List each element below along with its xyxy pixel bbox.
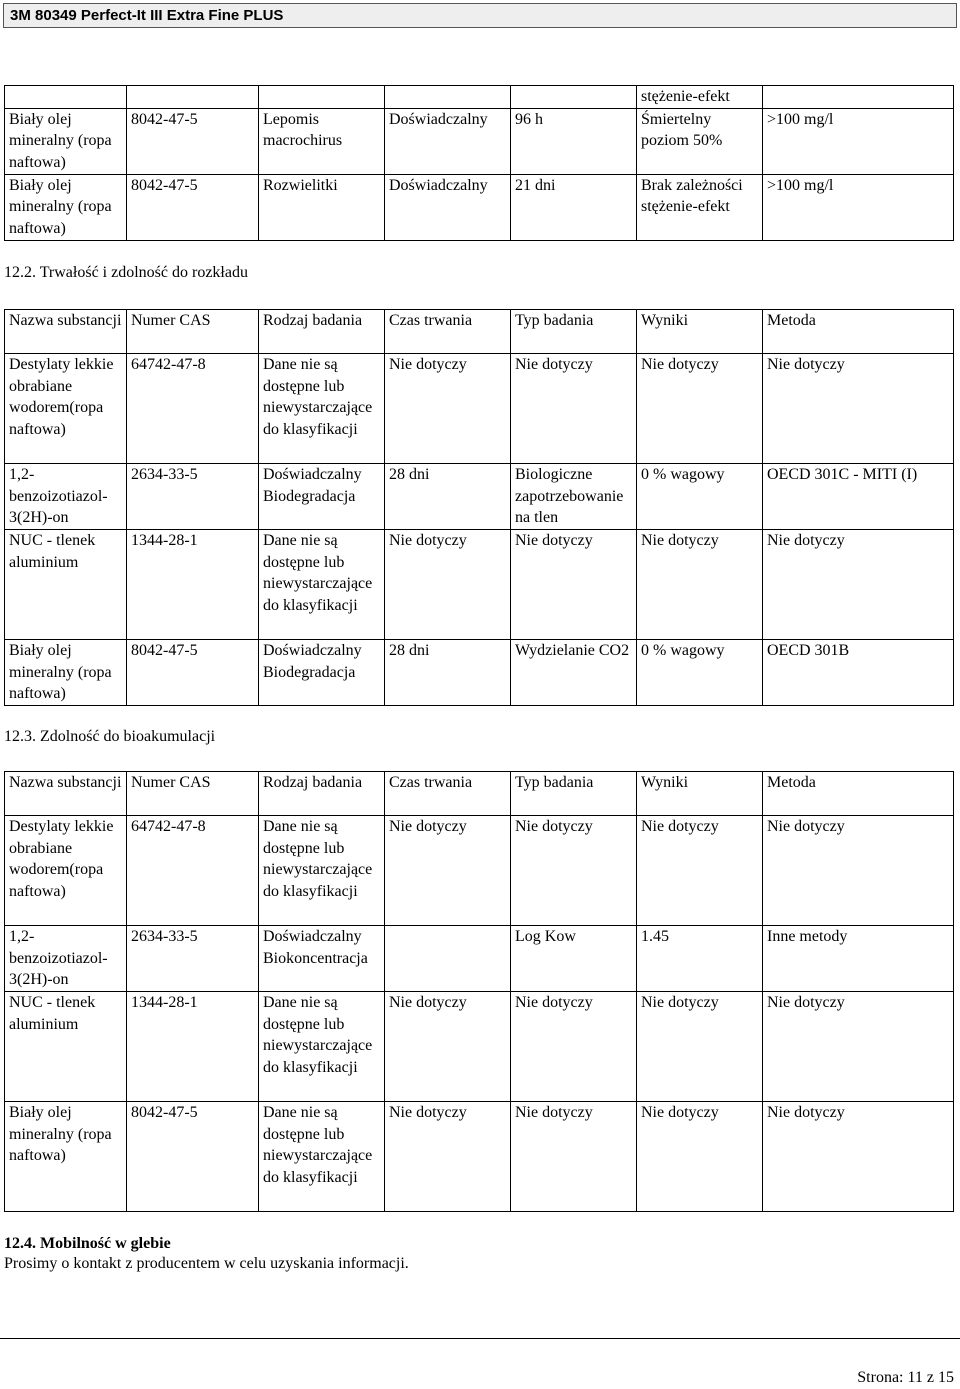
table-cell: Śmiertelny poziom 50% <box>637 108 763 174</box>
table-cell: Nie dotyczy <box>763 530 954 640</box>
table-cell: Doświadczalny <box>385 174 511 240</box>
table-cell: Doświadczalny <box>385 108 511 174</box>
column-header: Wyniki <box>637 310 763 354</box>
table-cell: 96 h <box>511 108 637 174</box>
table-cell: 28 dni <box>385 640 511 706</box>
column-header: Metoda <box>763 310 954 354</box>
table-cell <box>763 86 954 109</box>
table-cell: 8042-47-5 <box>127 640 259 706</box>
table-cell: Dane nie są dostępne lub niewystarczające do klasyfikacji <box>259 1102 385 1212</box>
column-header: Numer CAS <box>127 310 259 354</box>
table-cell: 8042-47-5 <box>127 1102 259 1212</box>
table-cell: Biały olej mineralny (ropa naftowa) <box>5 640 127 706</box>
table-row <box>5 640 954 706</box>
page-number: Strona: 11 z 15 <box>857 1369 954 1386</box>
table-cell: Dane nie są dostępne lub niewystarczające do klasyfikacji <box>259 992 385 1102</box>
column-header: Wyniki <box>637 772 763 816</box>
table-cell: Log Kow <box>511 926 637 992</box>
table-cell: Nie dotyczy <box>511 992 637 1102</box>
table-cell: Biały olej mineralny (ropa naftowa) <box>5 108 127 174</box>
table-cell: Dane nie są dostępne lub niewystarczające do klasyfikacji <box>259 354 385 464</box>
table-cell: Nie dotyczy <box>763 1102 954 1212</box>
table-cell: Nie dotyczy <box>385 816 511 926</box>
table-row <box>5 1102 954 1212</box>
column-header: Metoda <box>763 772 954 816</box>
table-cell: 64742-47-8 <box>127 816 259 926</box>
table-cell: 1344-28-1 <box>127 530 259 640</box>
table-cell: >100 mg/l <box>763 174 954 240</box>
table-cell: Inne metody <box>763 926 954 992</box>
table-cell: Dane nie są dostępne lub niewystarczające do klasyfikacji <box>259 816 385 926</box>
table-cell: stężenie-efekt <box>637 86 763 109</box>
ecotoxicity-table <box>4 85 954 241</box>
table-cell: Biologiczne zapotrzebowanie na tlen <box>511 464 637 530</box>
column-header: Typ badania <box>511 310 637 354</box>
table-cell: Nie dotyczy <box>637 530 763 640</box>
table-cell: 2634-33-5 <box>127 464 259 530</box>
table-row <box>5 354 954 464</box>
section-heading-12-4: 12.4. Mobilność w glebie <box>4 1235 171 1252</box>
table-cell: 21 dni <box>511 174 637 240</box>
table-cell: Nie dotyczy <box>637 1102 763 1212</box>
table-cell: 1,2-benzoizotiazol-3(2H)-on <box>5 926 127 992</box>
column-header: Czas trwania <box>385 772 511 816</box>
table-cell: >100 mg/l <box>763 108 954 174</box>
column-header: Nazwa substancji <box>5 310 127 354</box>
table-cell: Biały olej mineralny (ropa naftowa) <box>5 1102 127 1212</box>
table-cell: Nie dotyczy <box>637 992 763 1102</box>
table-cell: 0 % wagowy <box>637 464 763 530</box>
table-cell: Doświadczalny Biodegradacja <box>259 640 385 706</box>
section-heading-12-3: 12.3. Zdolność do bioakumulacji <box>4 728 216 745</box>
column-header: Nazwa substancji <box>5 772 127 816</box>
section-text-12-4: Prosimy o kontakt z producentem w celu uzyskania informacji. <box>4 1255 409 1272</box>
table-row <box>5 174 954 240</box>
table-cell: Nie dotyczy <box>511 816 637 926</box>
table-cell: 1,2-benzoizotiazol-3(2H)-on <box>5 464 127 530</box>
table-cell <box>385 926 511 992</box>
table-cell: Doświadczalny Biodegradacja <box>259 464 385 530</box>
table-cell: 28 dni <box>385 464 511 530</box>
footer-divider <box>0 1338 960 1339</box>
table-cell: Nie dotyczy <box>385 354 511 464</box>
table-row <box>5 926 954 992</box>
table-cell: 1344-28-1 <box>127 992 259 1102</box>
table-cell: Wydzielanie CO2 <box>511 640 637 706</box>
table-row <box>5 464 954 530</box>
section-heading-12-2: 12.2. Trwałość i zdolność do rozkładu <box>4 264 248 281</box>
bioaccumulation-table <box>4 771 954 1212</box>
document-header <box>3 3 957 28</box>
table-cell <box>259 86 385 109</box>
column-header: Rodzaj badania <box>259 310 385 354</box>
table-cell: Rozwielitki <box>259 174 385 240</box>
table-cell: 0 % wagowy <box>637 640 763 706</box>
table-cell: Nie dotyczy <box>763 354 954 464</box>
table-cell: 8042-47-5 <box>127 108 259 174</box>
table-cell: Lepomis macrochirus <box>259 108 385 174</box>
table-cell: Nie dotyczy <box>385 530 511 640</box>
table-cell: NUC - tlenek aluminium <box>5 530 127 640</box>
table-cell: Nie dotyczy <box>385 992 511 1102</box>
table-cell: OECD 301B <box>763 640 954 706</box>
table-cell: Nie dotyczy <box>763 816 954 926</box>
table-cell: 2634-33-5 <box>127 926 259 992</box>
table-cell: Destylaty lekkie obrabiane wodorem(ropa naftowa) <box>5 816 127 926</box>
table-cell: 1.45 <box>637 926 763 992</box>
table-cell <box>5 86 127 109</box>
table-cell: 8042-47-5 <box>127 174 259 240</box>
table-cell: Brak zależności stężenie-efekt <box>637 174 763 240</box>
column-header: Numer CAS <box>127 772 259 816</box>
table-cell: Destylaty lekkie obrabiane wodorem(ropa naftowa) <box>5 354 127 464</box>
table-cell: NUC - tlenek aluminium <box>5 992 127 1102</box>
table-header-row <box>5 772 954 816</box>
table-cell <box>511 86 637 109</box>
table-cell: Nie dotyczy <box>511 1102 637 1212</box>
column-header: Czas trwania <box>385 310 511 354</box>
table-cell: Nie dotyczy <box>763 992 954 1102</box>
document-title: 3M 80349 Perfect-It III Extra Fine PLUS <box>10 7 284 24</box>
table-cell: Nie dotyczy <box>511 530 637 640</box>
table-row <box>5 992 954 1102</box>
table-cell: Biały olej mineralny (ropa naftowa) <box>5 174 127 240</box>
table-cell: Nie dotyczy <box>385 1102 511 1212</box>
table-cell: Nie dotyczy <box>511 354 637 464</box>
column-header: Rodzaj badania <box>259 772 385 816</box>
persistence-table <box>4 309 954 706</box>
table-cell: 64742-47-8 <box>127 354 259 464</box>
table-cell: Nie dotyczy <box>637 354 763 464</box>
table-cell: Nie dotyczy <box>637 816 763 926</box>
table-row <box>5 816 954 926</box>
table-row <box>5 530 954 640</box>
column-header: Typ badania <box>511 772 637 816</box>
table-row <box>5 86 954 109</box>
table-row <box>5 108 954 174</box>
table-cell <box>385 86 511 109</box>
table-cell: OECD 301C - MITI (I) <box>763 464 954 530</box>
table-cell <box>127 86 259 109</box>
table-cell: Doświadczalny Biokoncentracja <box>259 926 385 992</box>
table-header-row <box>5 310 954 354</box>
table-cell: Dane nie są dostępne lub niewystarczające do klasyfikacji <box>259 530 385 640</box>
